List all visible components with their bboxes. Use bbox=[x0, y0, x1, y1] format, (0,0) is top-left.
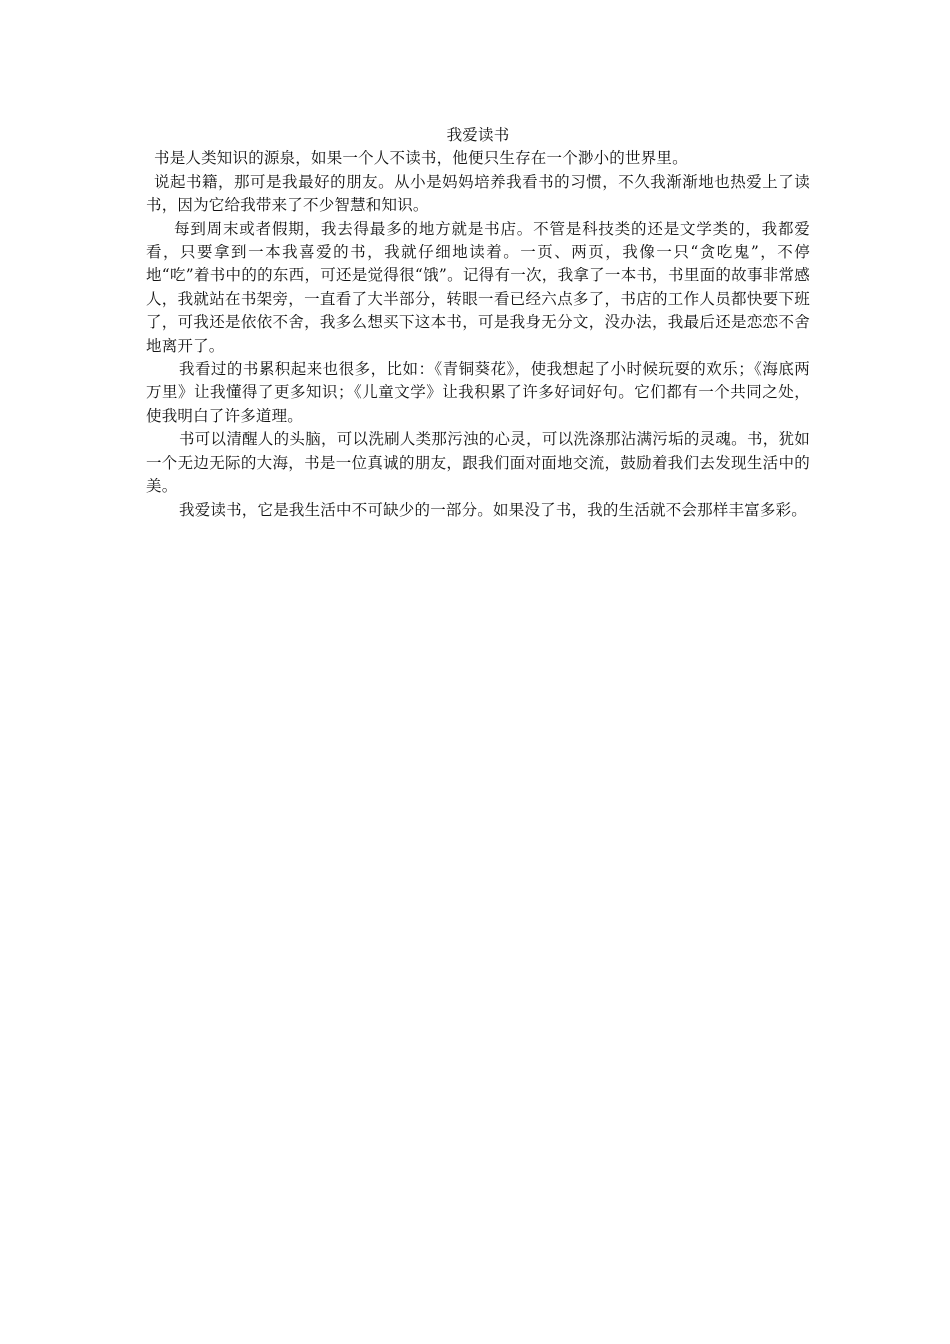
paragraph-4: 我看过的书累积起来也很多，比如：《青铜葵花》，使我想起了小时候玩耍的欢乐；《海底两万里》让我懂得了更多知识；《儿童文学》让我积累了许多好词好句。它们都有一个共同之处，使我明白了许多道理。 bbox=[146, 360, 810, 425]
paragraph-3: 每到周末或者假期，我去得最多的地方就是书店。不管是科技类的还是文学类的，我都爱看，只要拿到一本我喜爱的书，我就仔细地读着。一页、两页，我像一只“贪吃鬼”，不停地“吃”着书中的的东西，可还是觉得很“饿”。记得有一次，我拿了一本书，书里面的故事非常感人，我就站在书架旁，一直看了大半部分，转眼一看已经六点多了，书店的工作人员都快要下班了，可我还是依依不舍，我多么想买下这本书，可是我身无分文，没办法，我最后还是恋恋不舍地离开了。 bbox=[146, 219, 810, 355]
paragraph-6: 我爱读书，它是我生活中不可缺少的一部分。如果没了书，我的生活就不会那样丰富多彩。 bbox=[179, 500, 808, 519]
paragraph-2: 说起书籍，那可是我最好的朋友。从小是妈妈培养我看书的习惯，不久我渐渐地也热爱上了读书，因为它给我带来了不少智慧和知识。 bbox=[146, 172, 810, 215]
paragraph-1: 书是人类知识的源泉，如果一个人不读书，他便只生存在一个渺小的世界里。 bbox=[154, 149, 688, 168]
document-body bbox=[146, 124, 810, 522]
paragraph-5: 书可以清醒人的头脑，可以洗刷人类那污浊的心灵，可以洗涤那沾满污垢的灵魂。书，犹如一个无边无际的大海，书是一位真诚的朋友，跟我们面对面地交流，鼓励着我们去发现生活中的美。 bbox=[146, 430, 810, 496]
document-title: 我爱读书 bbox=[446, 126, 510, 144]
